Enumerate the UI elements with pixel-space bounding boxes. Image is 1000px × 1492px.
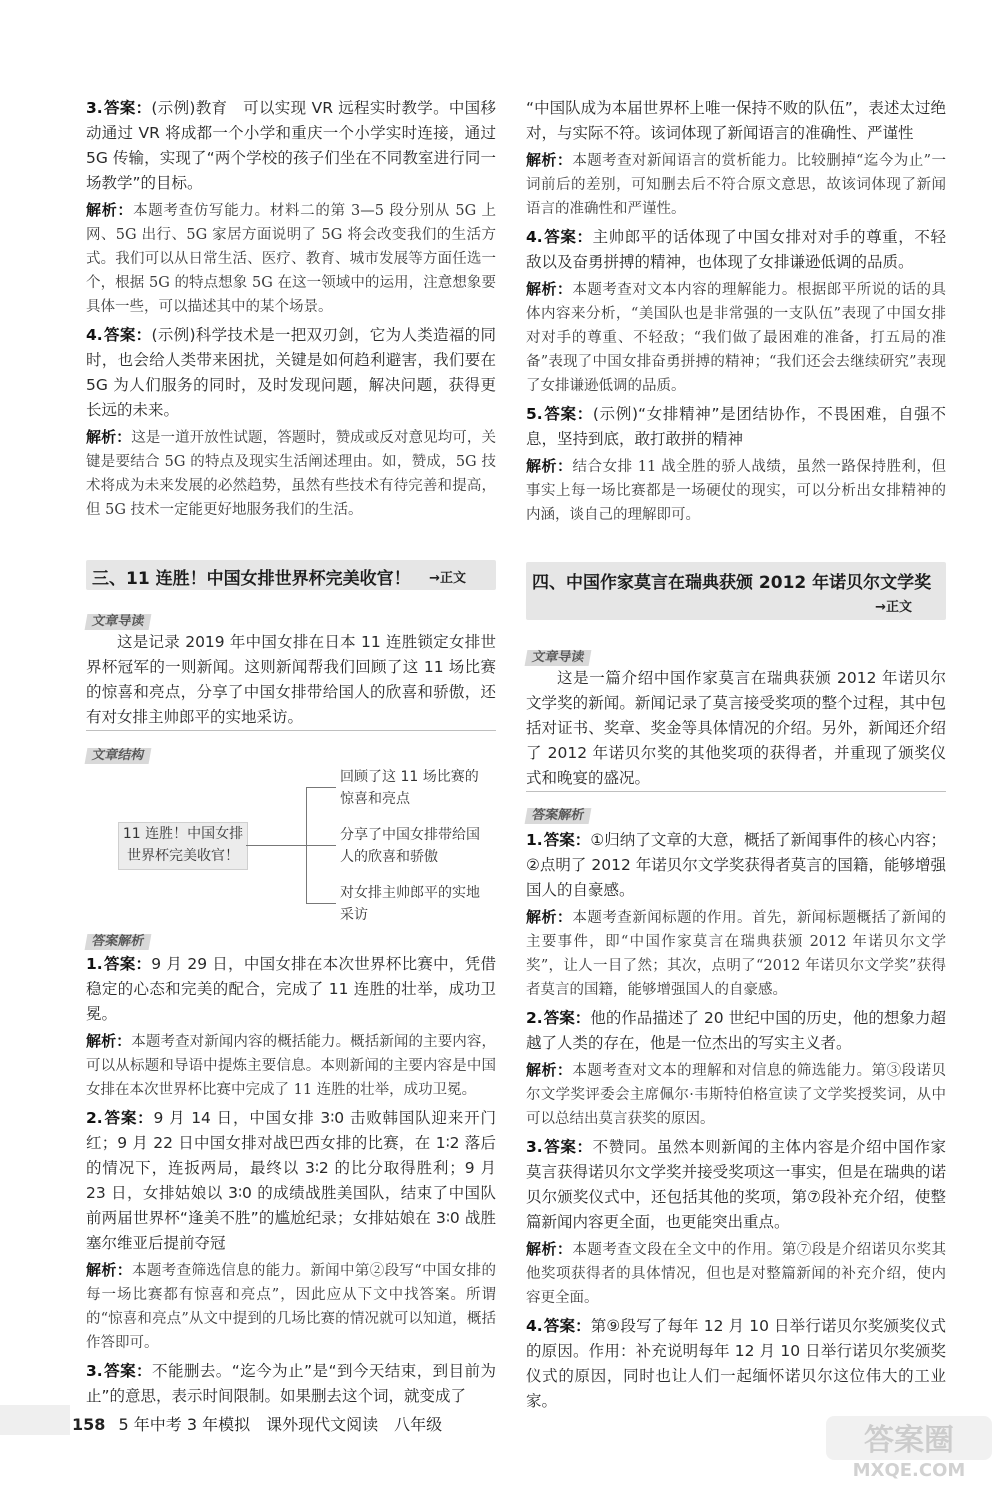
watermark-text: 答案圈: [864, 1423, 954, 1458]
explanation-text: 本题考查对文本内容的理解能力。根据郎平所说的话的具体内容来分析，“美国队也是非常强的一支队伍”表现了中国女排对对手的尊重、不轻敌；“我们做了最困难的准备，打五局的准备”表现了中国女排奋勇拼搏的精神；“我们还会去继续研究”表现了女排谦逊低调的品质。: [526, 282, 946, 394]
section-4-title-bar: [526, 562, 946, 620]
question-number: 2.: [86, 1109, 103, 1127]
explanation-text: 本题考查对文本的理解和对信息的筛选能力。第③段诺贝尔文学奖评委会主席佩尔·韦斯特伯格宣读了文学奖授奖词，从中可以总结出莫言获奖的原因。: [526, 1063, 946, 1127]
answer-item: [526, 1135, 946, 1235]
answer-text: 他的作品描述了 20 世纪中国的历史，他的想象力超越了人类的存在，他是一位杰出的写实主义者。: [526, 1009, 946, 1052]
answer-text: 不赞同。虽然本则新闻的主体内容是介绍中国作家莫言获得诺贝尔文学奖并接受奖项这一事实，但是在瑞典的诺贝尔颁奖仪式中，还包括其他的奖项，第⑦段补充介绍，使整篇新闻内容更全面，也更能突出重点。: [526, 1138, 946, 1231]
explanation: [526, 1058, 946, 1131]
answer-text: 9 月 14 日，中国女排 3∶0 击败韩国队迎来开门红；9 月 22 日中国女排对战巴西女排的比赛，在 1∶2 落后的情况下，连扳两局，最终以 3∶2 的比分取得胜利；9 月 23 日，女排姑娘以 3∶0 的成绩战胜美国队，结束了中国队前两届世界杯“逢美不胜”的尴尬纪录；女排姑娘在 3∶0 战胜塞尔维亚后提前夺冠: [86, 1109, 496, 1252]
question-number: 4.: [526, 228, 543, 246]
explanation: [526, 277, 946, 398]
mind-node-3: 对女排主帅郎平的实地采访: [340, 885, 480, 923]
answer-item: [526, 96, 946, 146]
explanation: [526, 454, 946, 527]
explanation-text: 本题考查对新闻内容的概括能力。概括新闻的主要内容，可以从标题和导语中提炼主要信息。本则新闻的主要内容是中国女排在本次世界杯比赛中完成了 11 连胜的壮举，成功卫冕。: [86, 1034, 496, 1098]
answer-text: (示例)“女排精神”是团结协作，不畏困难，自强不息，坚持到底，敢打敢拼的精神: [526, 405, 946, 448]
answer-label: 答案：: [543, 228, 593, 246]
question-number: 3.: [526, 1138, 543, 1156]
explanation-text: 结合女排 11 战全胜的骄人战绩，虽然一路保持胜利，但事实上每一场比赛都是一场硬仗的现实，可以分析出女排精神的内涵，谈自己的理解即可。: [526, 459, 946, 523]
mind-node-1: 回顾了这 11 场比赛的惊喜和亮点: [340, 769, 479, 807]
explanation-text: 本题考查仿写能力。材料二的第 3—5 段分别从 5G 上网、5G 出行、5G 家居方面说明了 5G 将会改变我们的生活方式。我们可以从日常生活、医疗、教育、城市发展等方面任选一个，根据 5G 的特点想象 5G 在这一领域中的运用，注意想象要具体一些，可以描述其中的某个场景。: [86, 203, 496, 315]
explanation: [86, 425, 496, 522]
section-4-summary: 这是一篇介绍中国作家莫言在瑞典获颁 2012 年诺贝尔文学奖的新闻。新闻记录了莫言接受奖项的整个过程，其中包括对证书、奖章、奖金等具体情况的介绍。另外，新闻还介绍了 2012 年诺贝尔奖的其他奖项的获得者，并重现了颁奖仪式和晚宴的盛况。: [526, 666, 946, 792]
watermark-url: MXQE.COM: [852, 1460, 966, 1481]
section-3-summary: 这是记录 2019 年中国女排在日本 11 连胜锁定女排世界杯冠军的一则新闻。这则新闻帮我们回顾了这 11 场比赛的惊喜和亮点，分享了中国女排带给国人的欣喜和骄傲，还有对女排主帅郎平的实地采访。: [86, 630, 496, 731]
answer-item: [526, 402, 946, 452]
question-number: 2.: [526, 1009, 543, 1027]
mind-line-root: [246, 845, 306, 846]
answer-item: [86, 1359, 496, 1409]
answer-label: 答案：: [543, 831, 591, 849]
section-4-answers-label: 答案解析: [525, 808, 592, 824]
page-number: 158: [72, 1415, 106, 1434]
mind-line-1: [306, 787, 336, 788]
section-4-summary-label: 文章导读: [525, 650, 592, 666]
explanation-label: 解析：: [526, 151, 573, 169]
answer-text: (示例)教育 可以实现 VR 远程实时教学。中国移动通过 VR 将成都一个小学和重庆一个小学实时连接，通过 5G 传输，实现了“两个学校的孩子们坐在不同教室进行同一场教学”的目标。: [86, 99, 496, 192]
explanation-text: 本题考查筛选信息的能力。新闻中第②段写“中国女排的每一场比赛都有惊喜和亮点”，因此应从下文中找答案。所谓的“惊喜和亮点”从文中提到的几场比赛的情况就可以知道，概括作答即可。: [86, 1263, 496, 1351]
answer-text: “中国队成为本届世界杯上唯一保持不败的队伍”，表述太过绝对，与实际不符。该词体现了新闻语言的准确性、严谨性: [526, 99, 946, 142]
answer-item: [526, 1006, 946, 1056]
watermark-logo-icon: [824, 1412, 994, 1482]
answer-label: 答案：: [103, 326, 152, 344]
explanation-label: 解析：: [526, 280, 573, 298]
mind-node-2: 分享了中国女排带给国人的欣喜和骄傲: [340, 827, 480, 865]
question-number: 4.: [86, 326, 103, 344]
answer-label: 答案：: [543, 1009, 591, 1027]
explanation: [86, 1029, 496, 1102]
section-3-tag: →正文: [429, 571, 466, 586]
explanation: [526, 1237, 946, 1310]
answer-label: 答案：: [103, 1109, 154, 1127]
section-3-title: 三、11 连胜！中国女排世界杯完美收官！: [92, 569, 411, 589]
explanation: [526, 905, 946, 1002]
answer-text: 第⑨段写了每年 12 月 10 日举行诺贝尔奖颁奖仪式的原因。作用：补充说明每年 12 月 10 日举行诺贝尔奖颁奖仪式的原因，同时也让人们一起缅怀诺贝尔这位伟大的工业家。: [526, 1317, 946, 1410]
question-number: 5.: [526, 405, 543, 423]
section-3-answers-label: 答案解析: [85, 934, 152, 950]
left-column-top: [86, 96, 496, 526]
question-number: 1.: [526, 831, 543, 849]
question-number: 3.: [86, 1362, 103, 1380]
explanation-label: 解析：: [86, 428, 132, 446]
explanation-label: 解析：: [86, 1261, 133, 1279]
explanation: [86, 1258, 496, 1355]
answer-item: [526, 828, 946, 903]
explanation-label: 解析：: [86, 1032, 132, 1050]
question-number: 4.: [526, 1317, 543, 1335]
explanation-label: 解析：: [526, 457, 573, 475]
mind-line-2: [306, 845, 336, 846]
explanation-label: 解析：: [526, 908, 573, 926]
mind-map-root: 11 连胜！中国女排世界杯完美收官！: [118, 822, 248, 870]
answer-item: [86, 96, 496, 196]
answer-item: [86, 323, 496, 423]
answer-text: ①归纳了文章的大意，概括了新闻事件的核心内容；②点明了 2012 年诺贝尔文学奖获得者莫言的国籍，能够增强国人的自豪感。: [526, 831, 946, 899]
explanation: [86, 198, 496, 319]
explanation-label: 解析：: [526, 1240, 573, 1258]
mind-line-3: [306, 903, 336, 904]
answer-label: 答案：: [103, 1362, 152, 1380]
section-4-tag: →正文: [875, 600, 912, 615]
answer-label: 答案：: [543, 1138, 593, 1156]
question-number: 3.: [86, 99, 103, 117]
book-title: 5 年中考 3 年模拟 课外现代文阅读 八年级: [118, 1415, 443, 1434]
question-number: 1.: [86, 955, 103, 973]
explanation-text: 这是一道开放性试题，答题时，赞成或反对意见均可，关键是要结合 5G 的特点及现实生活阐述理由。如，赞成，5G 技术将成为未来发展的必然趋势，虽然有些技术有待完善和提高，但 5G 技术一定能更好地服务我们的生活。: [86, 430, 496, 518]
answer-text: 主帅郎平的话体现了中国女排对对手的尊重，不轻敌以及奋勇拼搏的精神，也体现了女排谦逊低调的品质。: [526, 228, 946, 271]
answer-text: 不能删去。“迄今为止”是“到今天结束，到目前为止”的意思，表示时间限制。如果删去这个词，就变成了: [86, 1362, 496, 1405]
answer-item: [86, 952, 496, 1027]
right-column-bottom: [526, 828, 946, 1416]
answer-label: 答案：: [103, 955, 152, 973]
section-4-title: 四、中国作家莫言在瑞典获颁 2012 年诺贝尔文学奖: [532, 573, 932, 593]
right-column-top: [526, 96, 946, 531]
explanation-text: 本题考查文段在全文中的作用。第⑦段是介绍诺贝尔奖其他奖项获得者的具体情况，但也是对整篇新闻的补充介绍，使内容更全面。: [526, 1242, 946, 1306]
answer-text: 9 月 29 日，中国女排在本次世界杯比赛中，凭借稳定的心态和完美的配合，完成了 11 连胜的壮举，成功卫冕。: [86, 955, 496, 1023]
answer-item: [526, 1314, 946, 1414]
left-column-bottom: [86, 952, 496, 1411]
explanation-text: 本题考查对新闻语言的赏析能力。比较删掉“迄今为止”一词前后的差别，可知删去后不符合原文意思，故该词体现了新闻语言的准确性和严谨性。: [526, 153, 946, 217]
answer-item: [86, 1106, 496, 1256]
page-footer: [72, 1412, 442, 1435]
section-3-title-bar: [86, 560, 496, 590]
answer-label: 答案：: [543, 1317, 591, 1335]
answer-label: 答案：: [543, 405, 593, 423]
answer-label: 答案：: [103, 99, 152, 117]
section-3-summary-label: 文章导读: [85, 614, 152, 630]
footer-bar: [0, 1405, 70, 1435]
explanation-label: 解析：: [86, 201, 134, 219]
answer-item: [526, 225, 946, 275]
explanation: [526, 148, 946, 221]
section-3-mind-label: 文章结构: [85, 748, 152, 764]
answer-text: (示例)科学技术是一把双刃剑，它为人类造福的同时，也会给人类带来困扰，关键是如何趋利避害，我们要在 5G 为人们服务的同时，及时发现问题，解决问题，获得更长远的未来。: [86, 326, 496, 419]
explanation-text: 本题考查新闻标题的作用。首先，新闻标题概括了新闻的主要事件，即“中国作家莫言在瑞典获颁 2012 年诺贝尔文学奖”，让人一目了然；其次，点明了“2012 年诺贝尔文学奖”获得者莫言的国籍，能够增强国人的自豪感。: [526, 910, 946, 998]
explanation-label: 解析：: [526, 1061, 573, 1079]
